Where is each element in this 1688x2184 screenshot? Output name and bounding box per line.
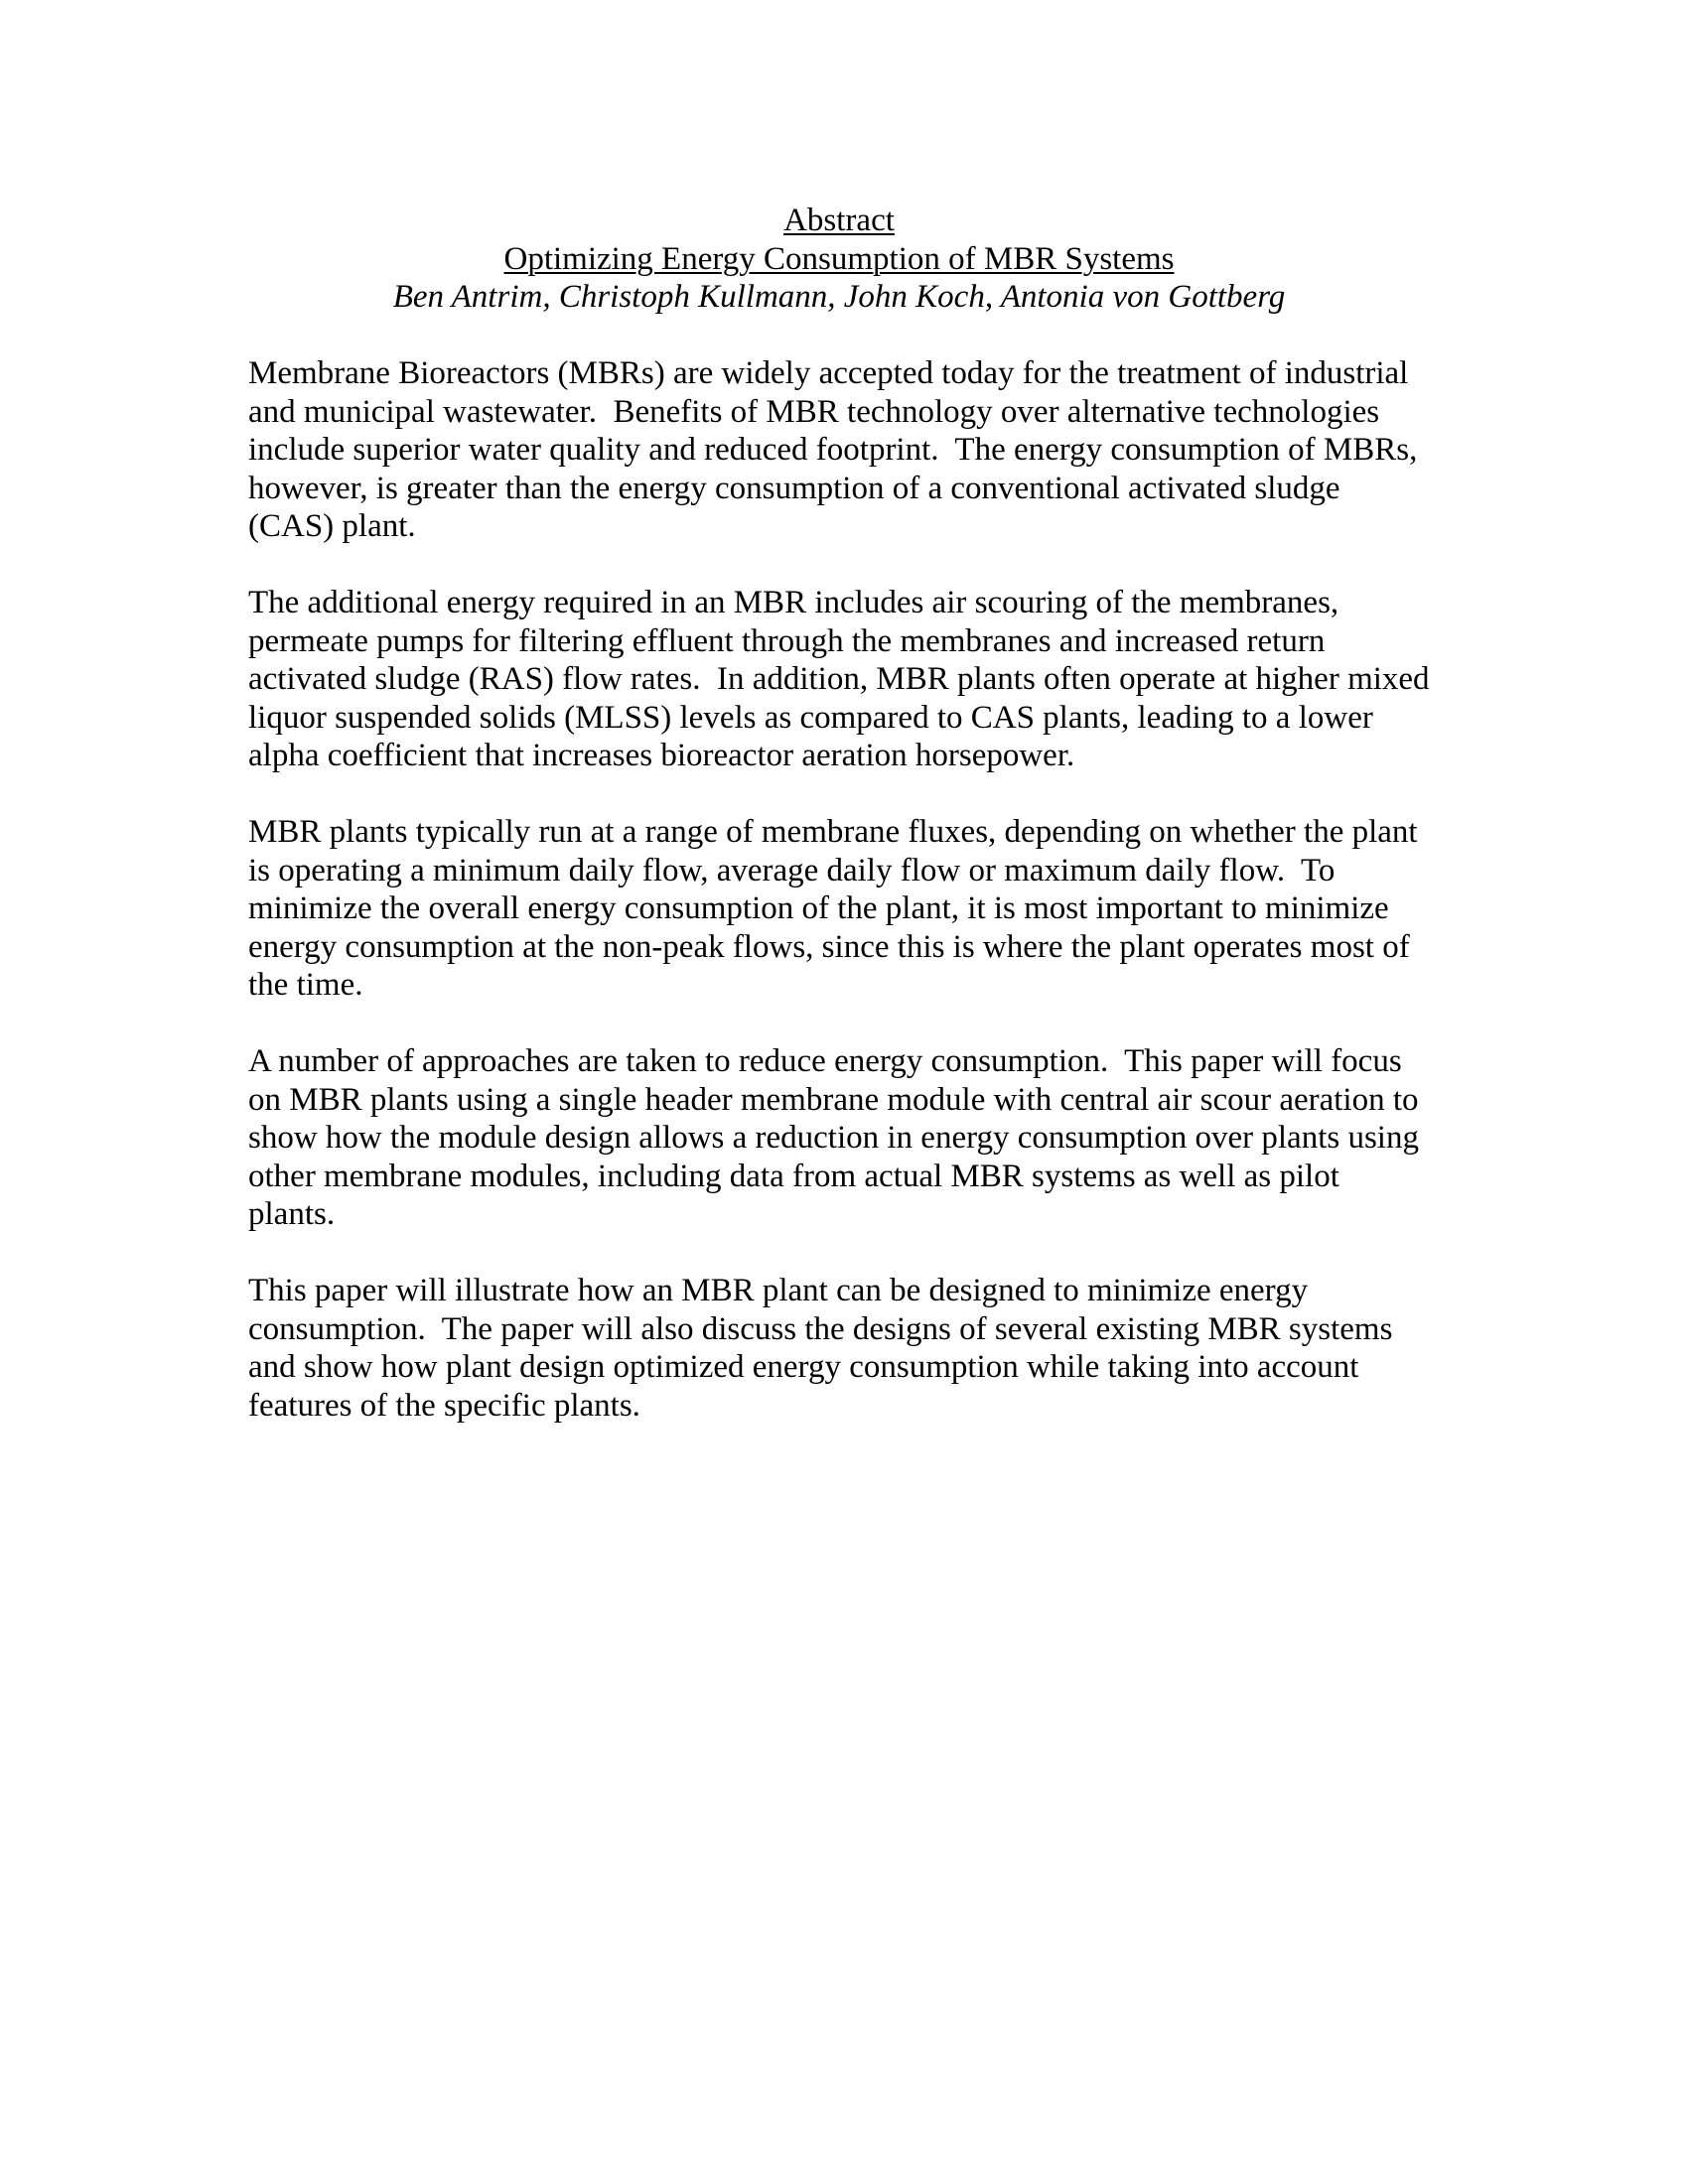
abstract-section-heading: Abstract xyxy=(783,203,895,238)
abstract-paragraph-5: This paper will illustrate how an MBR plant can be designed to minimize energy consumption. The paper will also discuss the designs of several existing MBR systems and show how plant design optimized energy consumption while taking into account features of the specific plants. xyxy=(248,1273,1401,1424)
abstract-paragraph-1: Membrane Bioreactors (MBRs) are widely accepted today for the treatment of industrial and municipal wastewater. Benefits of MBR technology over alternative technologies include superior water quality and reduced footprint. The energy consumption of MBRs, however, is greater than the energy consumption of a conventional activated sludge (CAS) plant. xyxy=(248,355,1426,544)
abstract-paragraph-4: A number of approaches are taken to reduce energy consumption. This paper will focus on MBR plants using a single header membrane module with central air scour aeration to show how the module design allows a reduction in energy consumption over plants using other membrane modules, including data from actual MBR systems as well as pilot plants. xyxy=(248,1043,1428,1232)
abstract-content xyxy=(248,202,1438,1425)
abstract-paragraph-3: MBR plants typically run at a range of membrane fluxes, depending on whether the plant is operating a minimum daily flow, average daily flow or maximum daily flow. To minimize the overall energy consumption of the plant, it is most important to minimize energy consumption at the non-peak flows, since this is where the plant operates most of the time. xyxy=(248,814,1426,1003)
document-header xyxy=(248,202,1430,317)
paper-title: Optimizing Energy Consumption of MBR Systems xyxy=(503,240,1175,277)
abstract-paragraph-2: The additional energy required in an MBR includes air scouring of the membranes, permeate pumps for filtering effluent through the membranes and increased return activated sludge (RAS) flow rates. In addition, MBR plants often operate at higher mixed liquor suspended solids (MLSS) levels as compared to CAS plants, leading to a lower alpha coefficient that increases bioreactor aeration horsepower. xyxy=(248,585,1438,773)
authors-line: Ben Antrim, Christoph Kullmann, John Koch, Antonia von Gottberg xyxy=(392,279,1286,315)
